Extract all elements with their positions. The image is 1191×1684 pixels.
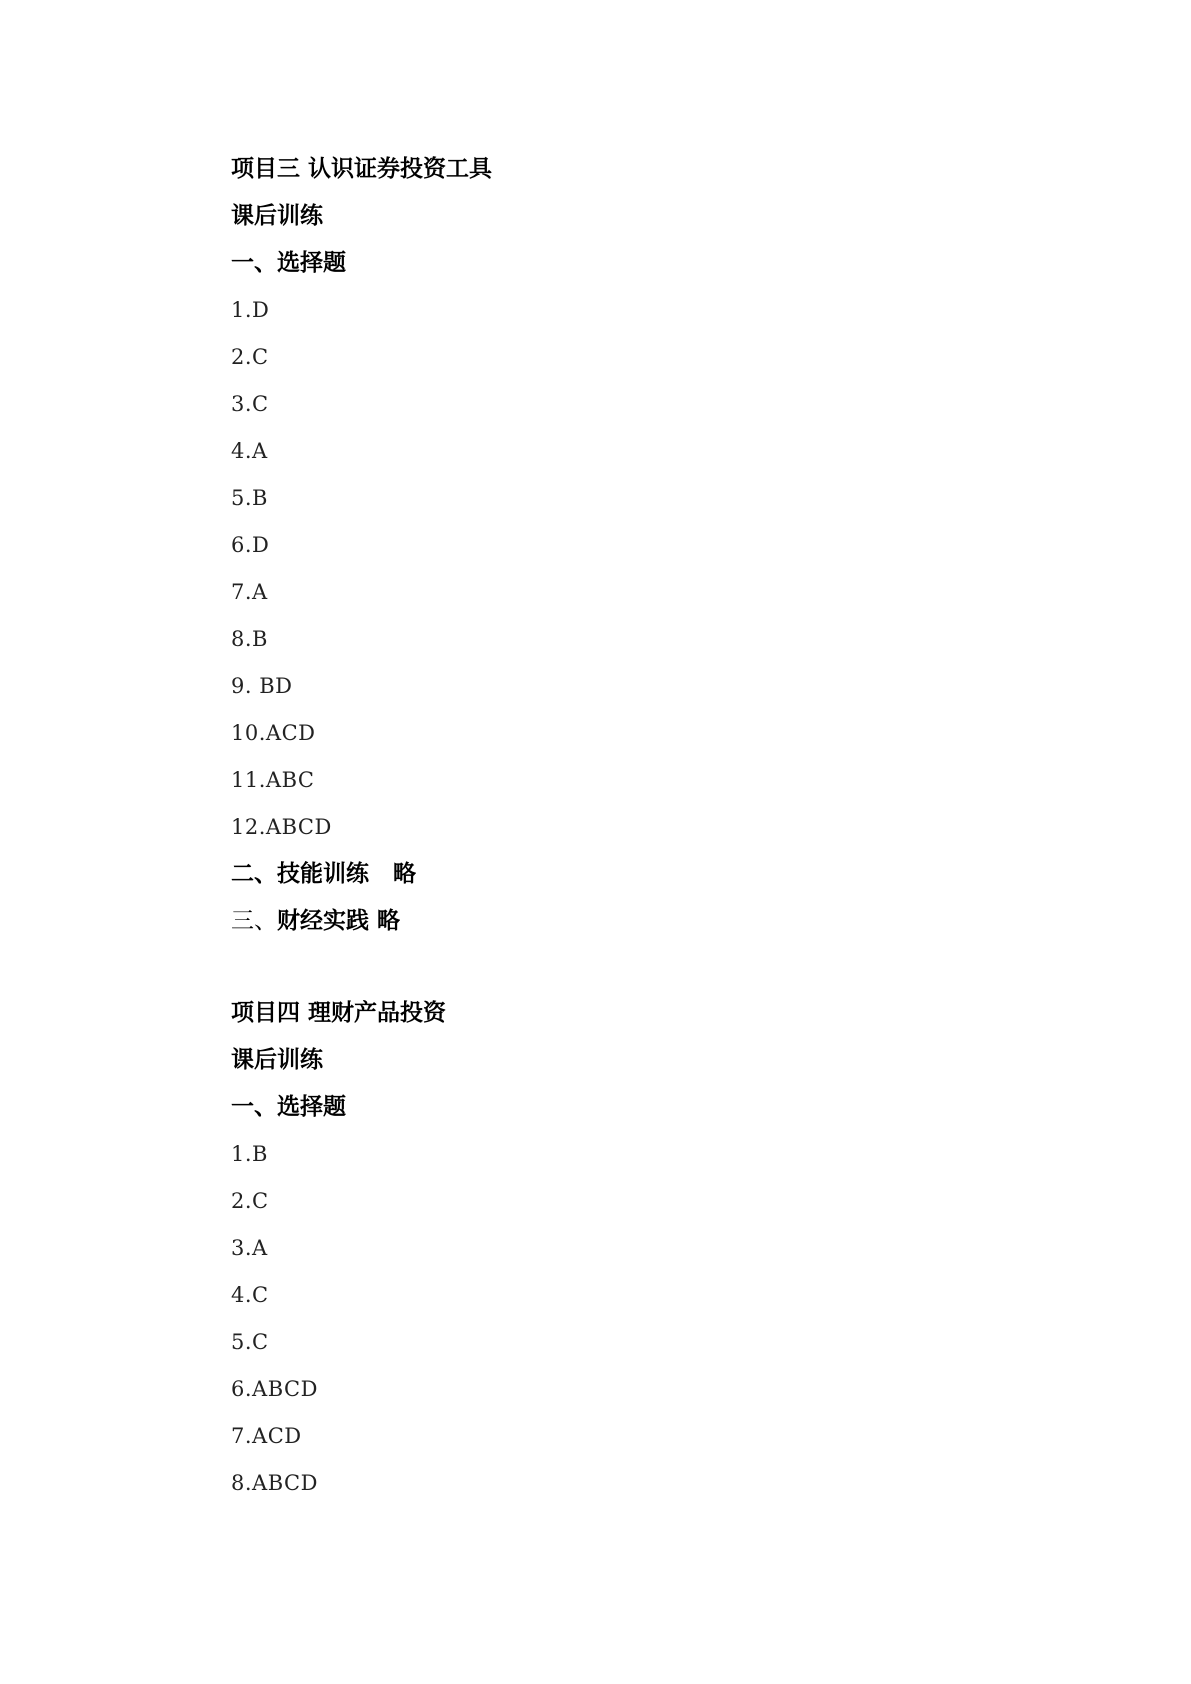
answer-item: 6.D xyxy=(231,533,270,557)
answer-item: 5.B xyxy=(231,486,268,510)
answer-item: 3.A xyxy=(231,1236,268,1260)
answer-item: 10.ACD xyxy=(231,721,316,745)
answer-item: 7.ACD xyxy=(231,1424,302,1448)
part-heading-skills: 二、技能训练 略 xyxy=(231,861,417,887)
answer-item: 9. BD xyxy=(231,674,293,698)
answer-item: 7.A xyxy=(231,580,268,604)
answer-item: 12.ABCD xyxy=(231,815,332,839)
answer-item: 6.ABCD xyxy=(231,1377,318,1401)
section-subtitle: 课后训练 xyxy=(231,1047,323,1073)
answer-item: 1.B xyxy=(231,1142,268,1166)
part-heading-practice xyxy=(231,905,400,937)
answer-item: 11.ABC xyxy=(231,768,315,792)
answer-item: 2.C xyxy=(231,1189,269,1213)
section-title: 项目三 认识证券投资工具 xyxy=(231,156,493,182)
part-heading-choice: 一、选择题 xyxy=(231,250,346,276)
section-title: 项目四 理财产品投资 xyxy=(231,1000,447,1026)
part-label: 财经实践 略 xyxy=(277,908,401,934)
answer-item: 4.C xyxy=(231,1283,269,1307)
answer-item: 5.C xyxy=(231,1330,269,1354)
answer-item: 3.C xyxy=(231,392,269,416)
answer-item: 2.C xyxy=(231,345,269,369)
answer-item: 1.D xyxy=(231,298,270,322)
answer-item: 8.B xyxy=(231,627,268,651)
part-heading-choice: 一、选择题 xyxy=(231,1094,346,1120)
answer-item: 4.A xyxy=(231,439,268,463)
answer-item: 8.ABCD xyxy=(231,1471,318,1495)
section-subtitle: 课后训练 xyxy=(231,203,323,229)
part-prefix: 三、 xyxy=(231,908,277,934)
